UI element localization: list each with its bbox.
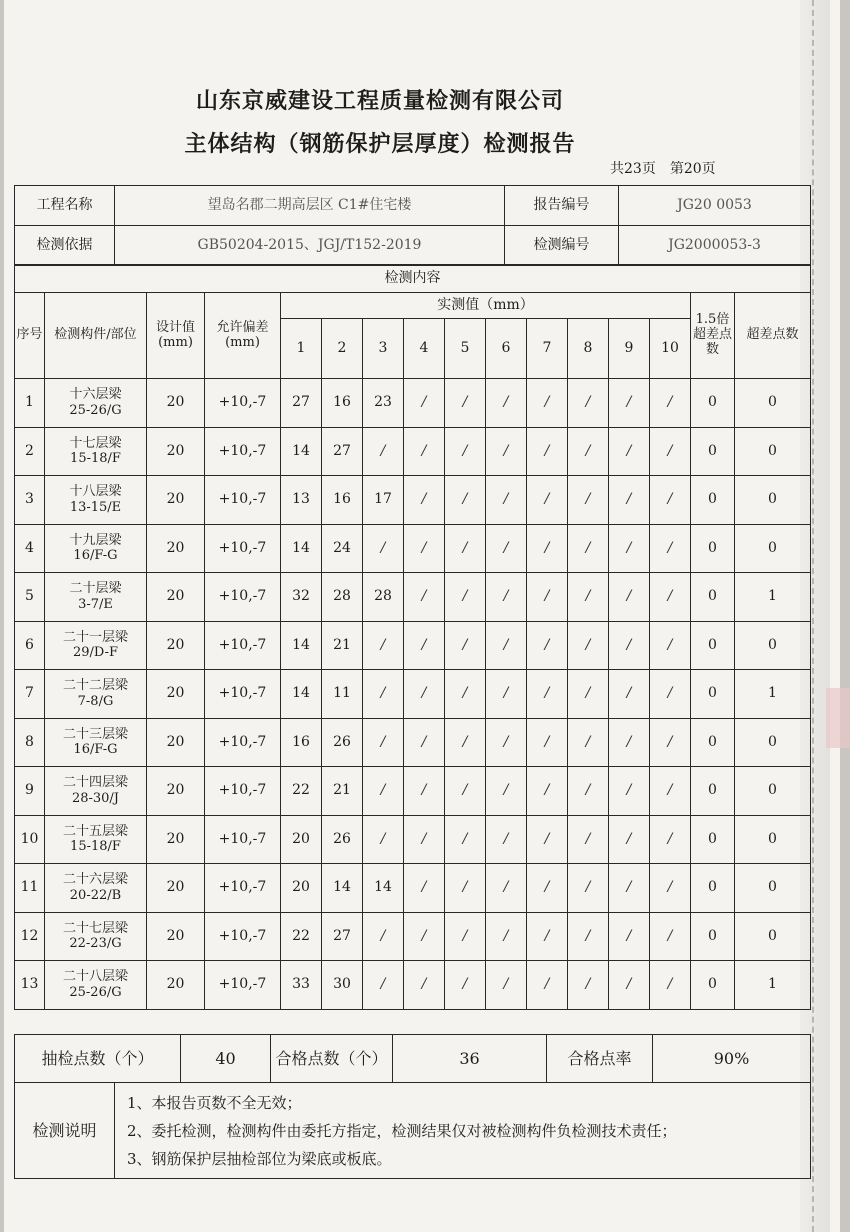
row-measure: 14 [281, 621, 322, 670]
row-measure: / [568, 573, 609, 622]
row-member [45, 379, 147, 428]
row-measure: / [568, 476, 609, 525]
notes-content [115, 1083, 811, 1179]
col-measured: 实测值（mm） [281, 293, 691, 319]
row-measure: / [609, 573, 650, 622]
row-measure: 27 [281, 379, 322, 428]
member-name: 二十六层梁 [62, 872, 128, 888]
table-row [15, 767, 811, 816]
member-name: 二十四层梁 [62, 775, 128, 791]
row-over15: 0 [691, 670, 735, 719]
row-over: 0 [735, 718, 811, 767]
row-measure: 28 [363, 573, 404, 622]
row-measure: / [404, 961, 445, 1010]
row-measure: / [650, 961, 691, 1010]
row-measure: 14 [281, 524, 322, 573]
row-over15: 0 [691, 621, 735, 670]
row-measure: 11 [322, 670, 363, 719]
row-seq: 2 [15, 427, 45, 476]
pass-count-value: 36 [393, 1035, 547, 1083]
row-measure: / [650, 912, 691, 961]
row-measure: / [650, 573, 691, 622]
row-measure: / [527, 912, 568, 961]
row-over: 1 [735, 670, 811, 719]
row-measure: 14 [281, 670, 322, 719]
row-measure: / [445, 573, 486, 622]
member-location: 22-23/G [69, 936, 122, 952]
row-measure: / [568, 912, 609, 961]
member-name: 二十七层梁 [62, 920, 128, 936]
row-design: 20 [147, 961, 205, 1010]
note-line: 2、委托检测，检测构件由委托方指定，检测结果仅对被检测构件负检测技术责任； [127, 1121, 677, 1140]
row-measure: / [363, 718, 404, 767]
row-seq: 1 [15, 379, 45, 428]
row-measure: / [445, 427, 486, 476]
row-measure: / [568, 718, 609, 767]
row-measure: / [609, 815, 650, 864]
row-measure: / [609, 912, 650, 961]
row-measure: / [609, 379, 650, 428]
row-over: 0 [735, 864, 811, 913]
row-measure: 26 [322, 815, 363, 864]
row-measure: / [527, 718, 568, 767]
row-measure: / [650, 815, 691, 864]
row-measure: / [404, 767, 445, 816]
measurement-table [14, 264, 811, 1010]
row-tolerance: +10,-7 [205, 961, 281, 1010]
row-measure: / [363, 670, 404, 719]
row-measure: / [650, 379, 691, 428]
col-over: 超差点数 [735, 293, 811, 379]
row-measure: 14 [363, 864, 404, 913]
row-measure: / [568, 524, 609, 573]
row-measure: / [486, 427, 527, 476]
member-name: 十七层梁 [69, 435, 122, 451]
row-measure: / [445, 864, 486, 913]
row-measure: 21 [322, 767, 363, 816]
row-measure: / [650, 621, 691, 670]
info-table [14, 185, 811, 266]
notes-table [14, 1082, 811, 1179]
col-tolerance: 允许偏差(mm) [205, 293, 281, 379]
row-measure: / [404, 476, 445, 525]
member-location: 13-15/E [69, 499, 122, 515]
row-measure: / [527, 961, 568, 1010]
row-over15: 0 [691, 961, 735, 1010]
row-measure: / [363, 427, 404, 476]
row-measure: / [404, 621, 445, 670]
row-measure: / [404, 864, 445, 913]
row-design: 20 [147, 670, 205, 719]
member-location: 15-18/F [70, 451, 121, 467]
row-measure: / [609, 718, 650, 767]
row-seq: 3 [15, 476, 45, 525]
row-seq: 12 [15, 912, 45, 961]
col-seq: 序号 [15, 293, 45, 379]
row-measure: / [445, 379, 486, 428]
row-measure: / [527, 864, 568, 913]
row-measure: 14 [281, 427, 322, 476]
row-measure: / [609, 427, 650, 476]
row-over: 0 [735, 767, 811, 816]
row-measure: 27 [322, 427, 363, 476]
member-location: 7-8/G [77, 693, 114, 709]
row-design: 20 [147, 524, 205, 573]
member-location: 3-7/E [78, 596, 113, 612]
row-measure: / [650, 864, 691, 913]
sample-count-value: 40 [181, 1035, 271, 1083]
row-design: 20 [147, 718, 205, 767]
row-seq: 13 [15, 961, 45, 1010]
table-row [15, 961, 811, 1010]
table-row [15, 476, 811, 525]
row-measure: / [486, 476, 527, 525]
row-measure: / [404, 524, 445, 573]
report-no-value: JG20 0053 [619, 186, 811, 226]
row-measure: 16 [322, 476, 363, 525]
row-design: 20 [147, 379, 205, 428]
row-measure: 20 [281, 815, 322, 864]
row-over15: 0 [691, 524, 735, 573]
row-design: 20 [147, 621, 205, 670]
table-row [15, 718, 811, 767]
table-row [15, 815, 811, 864]
row-member [45, 573, 147, 622]
row-measure: 24 [322, 524, 363, 573]
row-over15: 0 [691, 476, 735, 525]
row-measure: 22 [281, 912, 322, 961]
project-label: 工程名称 [15, 186, 115, 226]
report-no-label: 报告编号 [505, 186, 619, 226]
row-over: 1 [735, 961, 811, 1010]
row-measure: / [486, 524, 527, 573]
row-measure: / [609, 767, 650, 816]
row-measure: / [445, 718, 486, 767]
row-measure: / [568, 961, 609, 1010]
row-measure: / [486, 621, 527, 670]
row-measure: 27 [322, 912, 363, 961]
row-measure: / [445, 621, 486, 670]
row-measure: / [486, 670, 527, 719]
seal-stamp-fragment [826, 688, 850, 748]
row-over: 0 [735, 912, 811, 961]
row-measure: / [527, 815, 568, 864]
project-value: 望岛名郡二期高层区 C1#住宅楼 [115, 186, 505, 226]
row-member [45, 961, 147, 1010]
row-measure: 33 [281, 961, 322, 1010]
row-tolerance: +10,-7 [205, 621, 281, 670]
row-over: 0 [735, 476, 811, 525]
row-measure: / [486, 815, 527, 864]
member-name: 十九层梁 [69, 532, 122, 548]
member-name: 十六层梁 [69, 387, 122, 403]
test-no-value: JG2000053-3 [619, 226, 811, 266]
row-design: 20 [147, 864, 205, 913]
row-measure: / [568, 815, 609, 864]
row-tolerance: +10,-7 [205, 476, 281, 525]
row-measure: / [527, 573, 568, 622]
row-member [45, 670, 147, 719]
table-row [15, 621, 811, 670]
row-measure: 32 [281, 573, 322, 622]
row-member [45, 524, 147, 573]
report-title: 主体结构（钢筋保护层厚度）检测报告 [184, 131, 576, 157]
row-measure: / [404, 912, 445, 961]
row-measure: / [568, 670, 609, 719]
pass-rate-label: 合格点率 [547, 1035, 653, 1083]
row-over15: 0 [691, 815, 735, 864]
binding-line [812, 0, 814, 1232]
row-measure: 28 [322, 573, 363, 622]
row-measure: / [445, 524, 486, 573]
row-measure: / [486, 573, 527, 622]
row-over15: 0 [691, 427, 735, 476]
row-member [45, 912, 147, 961]
col-over15: 1.5倍超差点数 [691, 293, 735, 379]
row-tolerance: +10,-7 [205, 815, 281, 864]
row-measure: / [486, 912, 527, 961]
row-measure: / [445, 767, 486, 816]
col-measure-7: 7 [527, 319, 568, 379]
col-design: 设计值(mm) [147, 293, 205, 379]
row-design: 20 [147, 815, 205, 864]
row-seq: 9 [15, 767, 45, 816]
row-measure: / [363, 815, 404, 864]
row-measure: / [568, 427, 609, 476]
row-measure: / [445, 815, 486, 864]
row-measure: / [527, 524, 568, 573]
row-measure: / [404, 573, 445, 622]
row-tolerance: +10,-7 [205, 767, 281, 816]
row-measure: / [363, 767, 404, 816]
member-location: 25-26/G [69, 402, 122, 418]
row-seq: 8 [15, 718, 45, 767]
row-over: 0 [735, 427, 811, 476]
row-over: 0 [735, 379, 811, 428]
member-name: 二十三层梁 [62, 726, 128, 742]
table-row [15, 864, 811, 913]
row-measure: / [568, 767, 609, 816]
row-measure: / [650, 524, 691, 573]
row-measure: 26 [322, 718, 363, 767]
row-member [45, 476, 147, 525]
row-measure: / [363, 912, 404, 961]
row-measure: / [527, 767, 568, 816]
notes-label: 检测说明 [15, 1083, 115, 1179]
member-location: 28-30/J [71, 790, 120, 806]
row-member [45, 718, 147, 767]
row-design: 20 [147, 476, 205, 525]
row-measure: / [486, 961, 527, 1010]
sample-count-label: 抽检点数（个） [15, 1035, 181, 1083]
row-measure: / [527, 427, 568, 476]
note-line: 1、本报告页数不全无效； [127, 1093, 302, 1112]
col-measure-9: 9 [609, 319, 650, 379]
row-design: 20 [147, 767, 205, 816]
row-measure: 23 [363, 379, 404, 428]
test-no-label: 检测编号 [505, 226, 619, 266]
member-name: 二十二层梁 [62, 678, 128, 694]
row-member [45, 815, 147, 864]
member-name: 十八层梁 [69, 484, 122, 500]
row-member [45, 767, 147, 816]
row-measure: / [363, 961, 404, 1010]
col-measure-6: 6 [486, 319, 527, 379]
table-row [15, 670, 811, 719]
col-measure-10: 10 [650, 319, 691, 379]
basis-value: GB50204-2015、JGJ/T152-2019 [115, 226, 505, 266]
member-location: 20-22/B [69, 887, 122, 903]
row-over15: 0 [691, 573, 735, 622]
row-measure: / [363, 524, 404, 573]
row-tolerance: +10,-7 [205, 912, 281, 961]
row-over15: 0 [691, 864, 735, 913]
member-name: 二十层梁 [69, 581, 122, 597]
row-tolerance: +10,-7 [205, 864, 281, 913]
row-measure: / [527, 670, 568, 719]
member-location: 15-18/F [70, 839, 121, 855]
row-tolerance: +10,-7 [205, 379, 281, 428]
table-row [15, 912, 811, 961]
page-info: 共23页 第20页 [610, 161, 716, 177]
row-measure: / [404, 718, 445, 767]
row-measure: / [650, 670, 691, 719]
summary-table [14, 1034, 811, 1083]
company-name: 山东京威建设工程质量检测有限公司 [195, 88, 564, 114]
row-design: 20 [147, 573, 205, 622]
row-seq: 10 [15, 815, 45, 864]
row-seq: 4 [15, 524, 45, 573]
table-row [15, 573, 811, 622]
row-measure: / [445, 912, 486, 961]
row-over: 1 [735, 573, 811, 622]
pass-rate-value: 90% [653, 1035, 811, 1083]
row-member [45, 864, 147, 913]
basis-label: 检测依据 [15, 226, 115, 266]
member-location: 16/F-G [73, 548, 118, 564]
section-title: 检测内容 [15, 265, 811, 293]
row-measure: 30 [322, 961, 363, 1010]
pass-count-label: 合格点数（个） [271, 1035, 393, 1083]
row-measure: / [527, 379, 568, 428]
row-tolerance: +10,-7 [205, 718, 281, 767]
row-tolerance: +10,-7 [205, 670, 281, 719]
row-measure: / [650, 427, 691, 476]
row-measure: / [609, 670, 650, 719]
row-measure: / [527, 621, 568, 670]
col-measure-8: 8 [568, 319, 609, 379]
row-seq: 11 [15, 864, 45, 913]
member-location: 16/F-G [73, 742, 118, 758]
row-measure: / [609, 476, 650, 525]
row-seq: 7 [15, 670, 45, 719]
row-measure: / [568, 621, 609, 670]
row-measure: 20 [281, 864, 322, 913]
row-member [45, 621, 147, 670]
row-design: 20 [147, 912, 205, 961]
member-name: 二十八层梁 [62, 969, 128, 985]
row-measure: 13 [281, 476, 322, 525]
row-measure: / [650, 718, 691, 767]
row-design: 20 [147, 427, 205, 476]
member-name: 二十一层梁 [62, 629, 128, 645]
row-over: 0 [735, 815, 811, 864]
row-over15: 0 [691, 718, 735, 767]
row-measure: / [568, 864, 609, 913]
col-measure-3: 3 [363, 319, 404, 379]
row-measure: / [445, 476, 486, 525]
row-measure: / [527, 476, 568, 525]
row-measure: / [568, 379, 609, 428]
row-measure: / [445, 961, 486, 1010]
col-measure-4: 4 [404, 319, 445, 379]
row-measure: / [404, 427, 445, 476]
table-row [15, 524, 811, 573]
row-measure: / [445, 670, 486, 719]
note-line: 3、钢筋保护层抽检部位为梁底或板底。 [127, 1149, 392, 1168]
row-measure: / [609, 864, 650, 913]
row-measure: / [486, 864, 527, 913]
table-row [15, 379, 811, 428]
table-row [15, 427, 811, 476]
row-measure: / [609, 524, 650, 573]
member-location: 25-26/G [69, 984, 122, 1000]
row-measure: / [404, 379, 445, 428]
row-measure: / [404, 670, 445, 719]
row-measure: 22 [281, 767, 322, 816]
col-member: 检测构件/部位 [45, 293, 147, 379]
row-member [45, 427, 147, 476]
col-measure-1: 1 [281, 319, 322, 379]
member-location: 29/D-F [73, 645, 118, 661]
member-name: 二十五层梁 [62, 823, 128, 839]
row-over15: 0 [691, 767, 735, 816]
row-seq: 5 [15, 573, 45, 622]
row-tolerance: +10,-7 [205, 427, 281, 476]
row-over15: 0 [691, 912, 735, 961]
col-measure-5: 5 [445, 319, 486, 379]
row-measure: / [404, 815, 445, 864]
row-measure: / [486, 718, 527, 767]
row-measure: 17 [363, 476, 404, 525]
row-measure: / [363, 621, 404, 670]
row-seq: 6 [15, 621, 45, 670]
row-over: 0 [735, 524, 811, 573]
row-measure: 21 [322, 621, 363, 670]
row-measure: / [609, 621, 650, 670]
row-measure: / [486, 379, 527, 428]
row-measure: / [486, 767, 527, 816]
row-measure: / [609, 961, 650, 1010]
row-measure: 16 [322, 379, 363, 428]
row-measure: / [650, 476, 691, 525]
row-measure: / [650, 767, 691, 816]
row-measure: 14 [322, 864, 363, 913]
row-over: 0 [735, 621, 811, 670]
row-over15: 0 [691, 379, 735, 428]
row-measure: 16 [281, 718, 322, 767]
row-tolerance: +10,-7 [205, 524, 281, 573]
col-measure-2: 2 [322, 319, 363, 379]
row-tolerance: +10,-7 [205, 573, 281, 622]
